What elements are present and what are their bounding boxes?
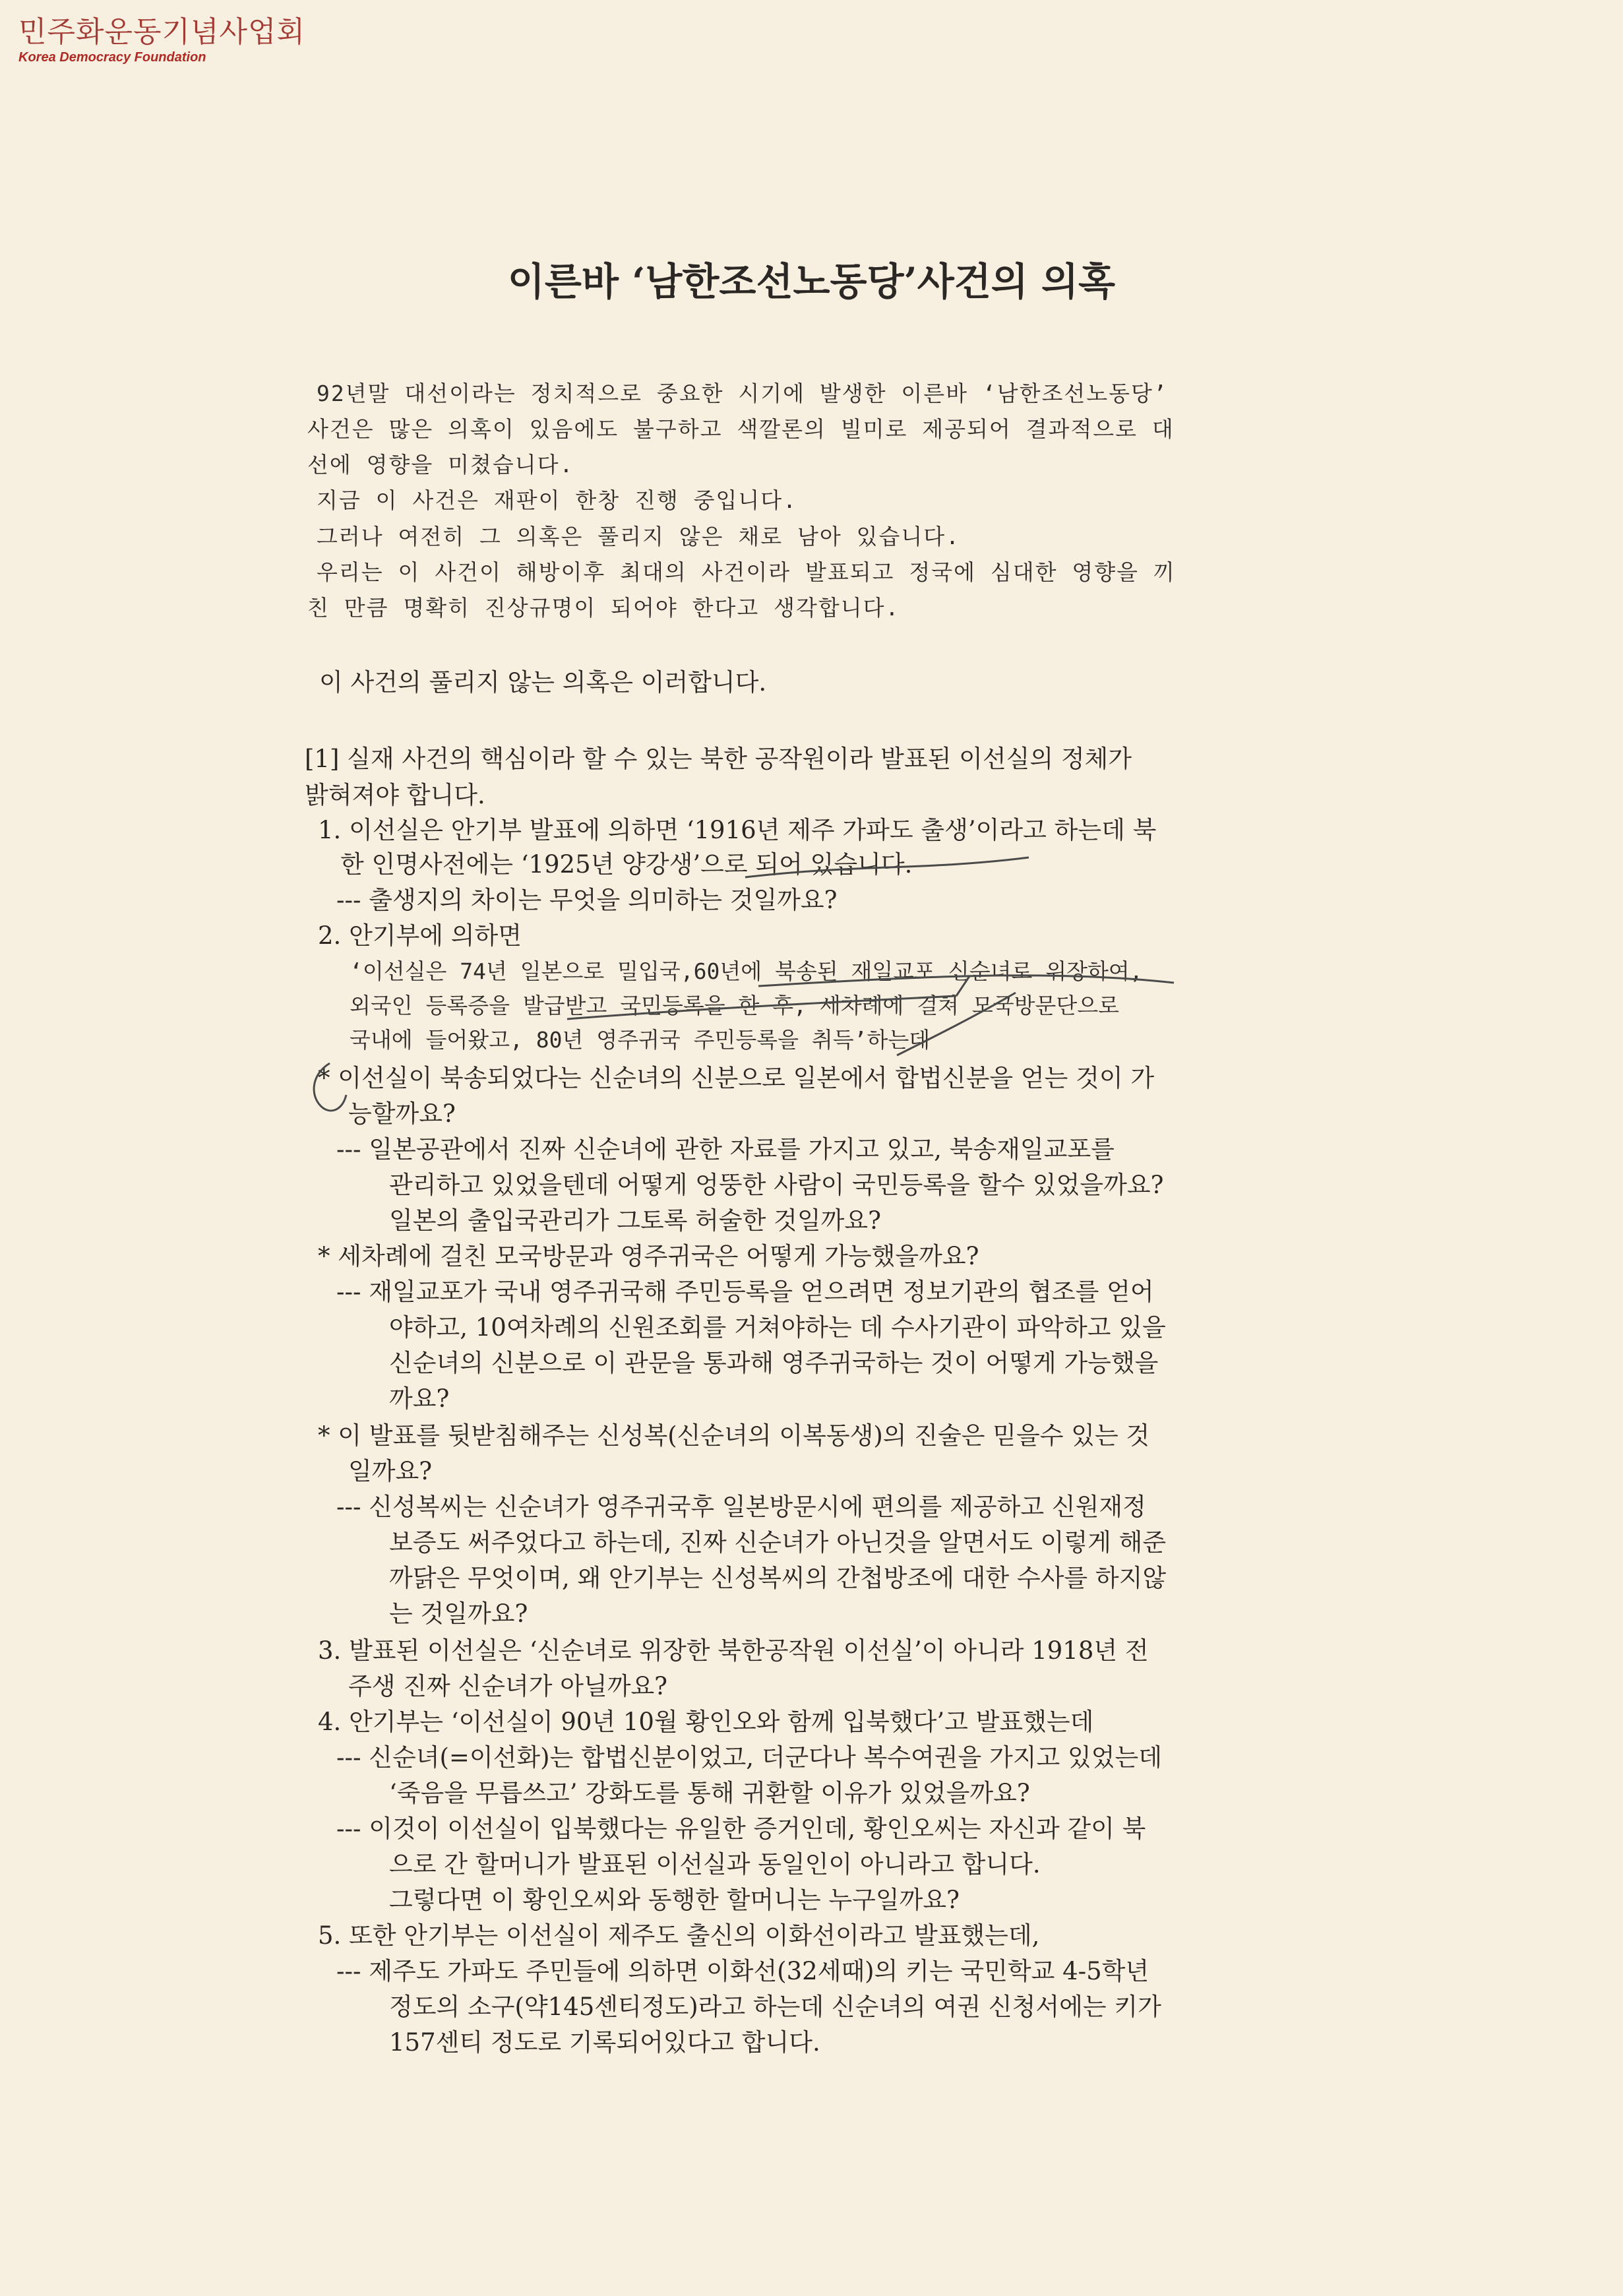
answer-line-cont: 야하고, 10여차례의 신원조회를 거쳐야하는 데 수사기관이 파악하고 있을 xyxy=(389,1313,1166,1342)
intro-line: 92년말 대선이라는 정치적으로 중요한 시기에 발생한 이른바 ‘남한조선노동당’ xyxy=(317,381,1168,406)
answer-line: --- 신순녀(=이선화)는 합법신분이었고, 더군다나 복수여권을 가지고 있었는데 xyxy=(336,1743,1162,1772)
answer-line-cont: 보증도 써주었다고 하는데, 진짜 신순녀가 아닌것을 알면서도 이렇게 해준 xyxy=(389,1528,1167,1557)
question-line: * 이선실이 북송되었다는 신순녀의 신분으로 일본에서 합법신분을 얻는 것이 가 xyxy=(318,1064,1155,1092)
intro-line: 그러나 여전히 그 의혹은 풀리지 않은 채로 남아 있습니다. xyxy=(317,524,961,549)
list-item: 1. 이선실은 안기부 발표에 의하면 ‘1916년 제주 가파도 출생’이라고 하는데 북 xyxy=(318,816,1157,844)
watermark-english: Korea Democracy Foundation xyxy=(18,50,206,65)
quote-line: 외국인 등록증을 발급받고 국민등록을 한 후, 세차례에 걸쳐 모국방문단으로 xyxy=(350,993,1120,1018)
list-item: 4. 안기부는 ‘이선실이 90년 10월 황인오와 함께 입북했다’고 발표했는데 xyxy=(318,1708,1094,1736)
question-line-cont: 일까요? xyxy=(348,1457,433,1485)
quote-line: ‘이선실은 74년 일본으로 밀입국,60년에 북송된 재일교포 신순녀로 위장하여, xyxy=(350,958,1143,984)
list-item: 3. 발표된 이선실은 ‘신순녀로 위장한 북한공작원 이선실’이 아니라 1918년 전 xyxy=(318,1636,1149,1665)
intro-line: 지금 이 사건은 재판이 한창 진행 중입니다. xyxy=(317,487,797,513)
question-line-cont: 능할까요? xyxy=(348,1100,456,1128)
answer-line-cont: 는 것일까요? xyxy=(389,1599,528,1628)
answer-line: --- 재일교포가 국내 영주귀국해 주민등록을 얻으려면 정보기관의 협조를 얻어 xyxy=(336,1278,1154,1306)
answer-line-cont: 157센티 정도로 기록되어있다고 합니다. xyxy=(389,2028,820,2057)
question-line: * 세차례에 걸친 모국방문과 영주귀국은 어떻게 가능했을까요? xyxy=(318,1242,979,1270)
answer-line-cont: 까요? xyxy=(389,1384,450,1413)
intro-line: 친 만큼 명확히 진상규명이 되어야 한다고 생각합니다. xyxy=(307,595,900,621)
watermark-korean: 민주화운동기념사업회 xyxy=(18,15,306,49)
answer-line: --- 일본공관에서 진짜 신순녀에 관한 자료를 가지고 있고, 북송재일교포를 xyxy=(336,1135,1115,1164)
answer-line-cont: 일본의 출입국관리가 그토록 허술한 것일까요? xyxy=(389,1206,881,1235)
intro-line: 사건은 많은 의혹이 있음에도 불구하고 색깔론의 빌미로 제공되어 결과적으로 대 xyxy=(307,416,1175,442)
answer-line-cont: 정도의 소구(약145센티정도)라고 하는데 신순녀의 여권 신청서에는 키가 xyxy=(389,1993,1161,2021)
list-item-cont: 한 인명사전에는 ‘1925년 양강생’으로 되어 있습니다. xyxy=(340,850,913,879)
document-title: 이른바 ‘남한조선노동당’사건의 의혹 xyxy=(507,259,1116,304)
list-item: 2. 안기부에 의하면 xyxy=(318,921,522,950)
section-heading: [1] 실재 사건의 핵심이라 할 수 있는 북한 공작원이라 발표된 이선실의 정체가 xyxy=(305,745,1132,773)
answer-line-cont: 관리하고 있었을텐데 어떻게 엉뚱한 사람이 국민등록을 할수 있었을까요? xyxy=(389,1171,1164,1199)
answer-line-cont: 까닭은 무엇이며, 왜 안기부는 신성복씨의 간첩방조에 대한 수사를 하지않 xyxy=(389,1564,1167,1592)
answer-line: --- 제주도 가파도 주민들에 의하면 이화선(32세때)의 키는 국민학교 4-5학년 xyxy=(336,1957,1149,1985)
answer-line-cont: 으로 간 할머니가 발표된 이선실과 동일인이 아니라고 합니다. xyxy=(389,1850,1041,1878)
intro-line: 우리는 이 사건이 해방이후 최대의 사건이라 발표되고 정국에 심대한 영향을 끼 xyxy=(317,559,1176,585)
section-heading-cont: 밝혀져야 합니다. xyxy=(305,781,485,809)
intro-line: 선에 영향을 미쳤습니다. xyxy=(307,452,574,478)
answer-line: --- 이것이 이선실이 입북했다는 유일한 증거인데, 황인오씨는 자신과 같이 북 xyxy=(336,1815,1146,1843)
answer-line: --- 신성복씨는 신순녀가 영주귀국후 일본방문시에 편의를 제공하고 신원재정 xyxy=(336,1493,1146,1521)
watermark-logo xyxy=(18,16,305,65)
question-line: * 이 발표를 뒷받침해주는 신성복(신순녀의 이복동생)의 진술은 믿을수 있는 것 xyxy=(318,1421,1150,1450)
answer-line-cont: 신순녀의 신분으로 이 관문을 통과해 영주귀국하는 것이 어떻게 가능했을 xyxy=(389,1349,1159,1377)
answer-line-cont: 그렇다면 이 황인오씨와 동행한 할머니는 누구일까요? xyxy=(389,1886,960,1914)
list-item: 5. 또한 안기부는 이선실이 제주도 출신의 이화선이라고 발표했는데, xyxy=(318,1921,1040,1950)
list-item-cont: 주생 진짜 신순녀가 아닐까요? xyxy=(348,1672,668,1700)
lead-sentence: 이 사건의 풀리지 않는 의혹은 이러합니다. xyxy=(319,668,767,697)
answer-line: --- 출생지의 차이는 무엇을 의미하는 것일까요? xyxy=(336,886,838,914)
quote-line: 국내에 들어왔고, 80년 영주귀국 주민등록을 취득’하는데 xyxy=(350,1027,931,1053)
answer-line-cont: ‘죽음을 무릅쓰고’ 강화도를 통해 귀환할 이유가 있었을까요? xyxy=(389,1779,1030,1807)
